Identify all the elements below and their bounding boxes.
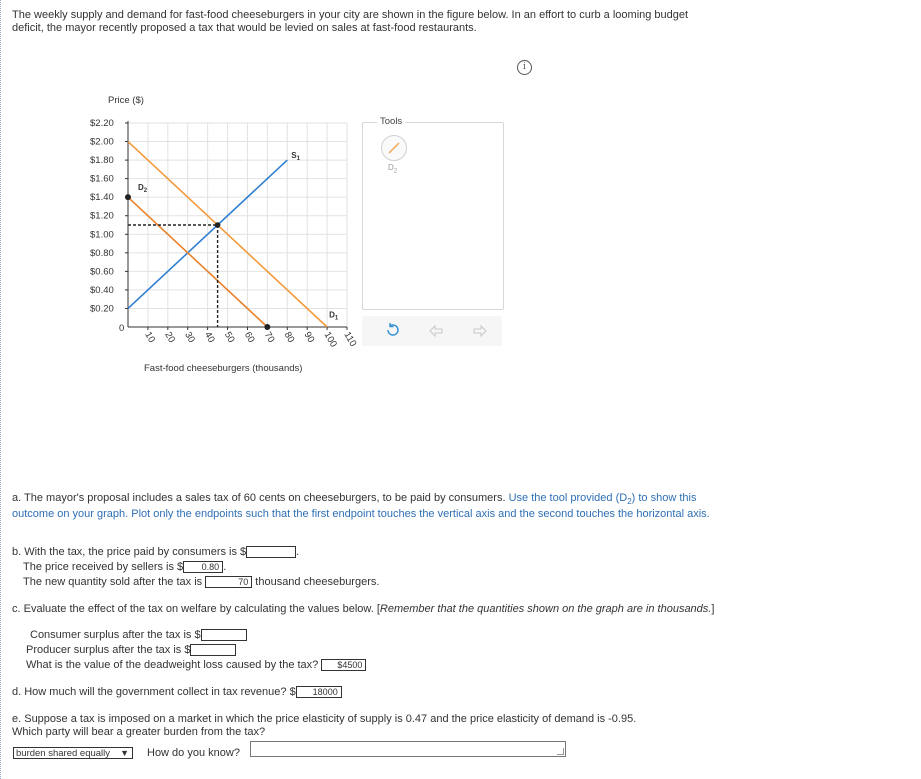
x-tick-label: 20 — [162, 330, 178, 345]
consumer-price-input[interactable] — [246, 546, 296, 558]
y-tick-label: $1.60 — [90, 173, 114, 185]
x-tick-label: 30 — [182, 330, 197, 345]
label-d2: $D_2$ — [137, 182, 148, 194]
origin-label: 0 — [119, 323, 125, 334]
x-tick-label: 10 — [142, 330, 158, 345]
question-a-prefix: a. The mayor's proposal includes a sales tax of 60 cents on cheeseburgers, to be paid by consumers. — [12, 492, 509, 504]
x-tick-label: 110 — [341, 330, 359, 349]
burden-dropdown-value: burden shared equally — [16, 748, 111, 759]
tax-revenue-input[interactable]: 18000 — [296, 686, 342, 698]
consumer-surplus-row: Consumer surplus after the tax is $ — [30, 629, 247, 642]
page-left-border — [0, 0, 2, 779]
undo-icon[interactable] — [428, 322, 444, 338]
question-b-line2: The price received by sellers is $ 0.80 . — [23, 561, 227, 573]
tool-d2-label: $D_2$ — [388, 163, 398, 175]
deadweight-loss-input[interactable]: $4500 — [321, 659, 366, 671]
reset-icon[interactable] — [385, 322, 401, 338]
producer-surplus-input[interactable] — [190, 644, 236, 656]
info-icon[interactable]: i — [517, 60, 532, 75]
x-tick-label: 70 — [261, 330, 277, 345]
x-tick-label: 50 — [221, 330, 237, 345]
y-tick-label: $0.60 — [90, 266, 114, 278]
chevron-down-icon: ▼ — [120, 748, 129, 758]
line-tool-button[interactable] — [381, 135, 407, 161]
question-b-line3: The new quantity sold after the tax is 70 thousand cheeseburgers. — [23, 576, 380, 588]
demand-line-d2 — [128, 197, 267, 327]
new-quantity-input[interactable]: 70 — [205, 576, 252, 588]
burden-dropdown[interactable] — [13, 747, 133, 759]
question-a — [12, 492, 722, 521]
y-tick-label: $1.20 — [90, 210, 114, 222]
resize-grip-icon[interactable] — [557, 748, 564, 755]
y-axis-title: Price ($) — [108, 95, 144, 106]
x-tick-label: 40 — [202, 330, 217, 345]
producer-surplus-row: Producer surplus after the tax is $ — [26, 644, 236, 657]
question-e-line2: Which party will bear a greater burden from the tax? — [12, 726, 266, 738]
x-tick-label: 80 — [281, 330, 297, 345]
x-tick-label: 60 — [241, 330, 257, 345]
y-tick-label: $2.20 — [90, 118, 114, 129]
question-e-line1: e. Suppose a tax is imposed on a market in which the price elasticity of supply is 0.47 and the price elasticity of demand is -0.95. — [12, 713, 637, 725]
redo-icon[interactable] — [472, 322, 488, 338]
label-d1: $D_1$ — [329, 310, 339, 322]
tools-label: Tools — [377, 116, 405, 127]
question-a-instruction: Use the tool provided $(D_2)$ to show this outcome on your graph. Plot only the endpoints such that the first endpoint touches the vertical axis and the second touches the horizontal axis. — [12, 492, 710, 521]
question-c-intro: c. Evaluate the effect of the tax on welfare by calculating the values below. [Remember that the quantities shown on the graph are in thousands.] — [12, 603, 715, 615]
equilibrium-point — [215, 222, 221, 228]
x-tick-label: 100 — [321, 330, 339, 350]
y-tick-label: $1.40 — [90, 192, 114, 204]
y-tick-label: $1.80 — [90, 155, 114, 167]
line-tool-icon — [382, 136, 406, 160]
d2-endpoint-horizontal — [264, 324, 270, 330]
label-s1: $S_1$ — [291, 151, 300, 163]
question-b-line1: b. With the tax, the price paid by consumers is $ . — [12, 546, 300, 558]
seller-price-input[interactable]: 0.80 — [183, 561, 223, 573]
x-axis-title: Fast-food cheeseburgers (thousands) — [144, 363, 303, 374]
how-know-label: How do you know? — [147, 747, 240, 759]
how-know-textarea[interactable] — [250, 741, 566, 757]
x-tick-label: 90 — [301, 330, 317, 345]
deadweight-loss-row: What is the value of the deadweight loss caused by the tax? $4500 — [26, 659, 366, 672]
question-d-row: d. How much will the government collect in tax revenue? $ 18000 — [12, 686, 342, 699]
supply-demand-chart[interactable] — [78, 90, 368, 380]
y-tick-label: $0.20 — [90, 303, 114, 315]
y-tick-label: $1.00 — [90, 229, 114, 241]
y-tick-label: $2.00 — [90, 136, 114, 148]
y-tick-label: $0.80 — [90, 247, 114, 259]
intro-text: The weekly supply and demand for fast-food cheeseburgers in your city are shown in the figure below. In an effort to curb a looming budget deficit, the mayor recently proposed a tax that would be levied on sales at fast-food restaurants. — [12, 9, 689, 34]
y-tick-label: $0.40 — [90, 284, 114, 296]
consumer-surplus-input[interactable] — [201, 629, 247, 641]
d2-endpoint-vertical — [125, 194, 131, 200]
